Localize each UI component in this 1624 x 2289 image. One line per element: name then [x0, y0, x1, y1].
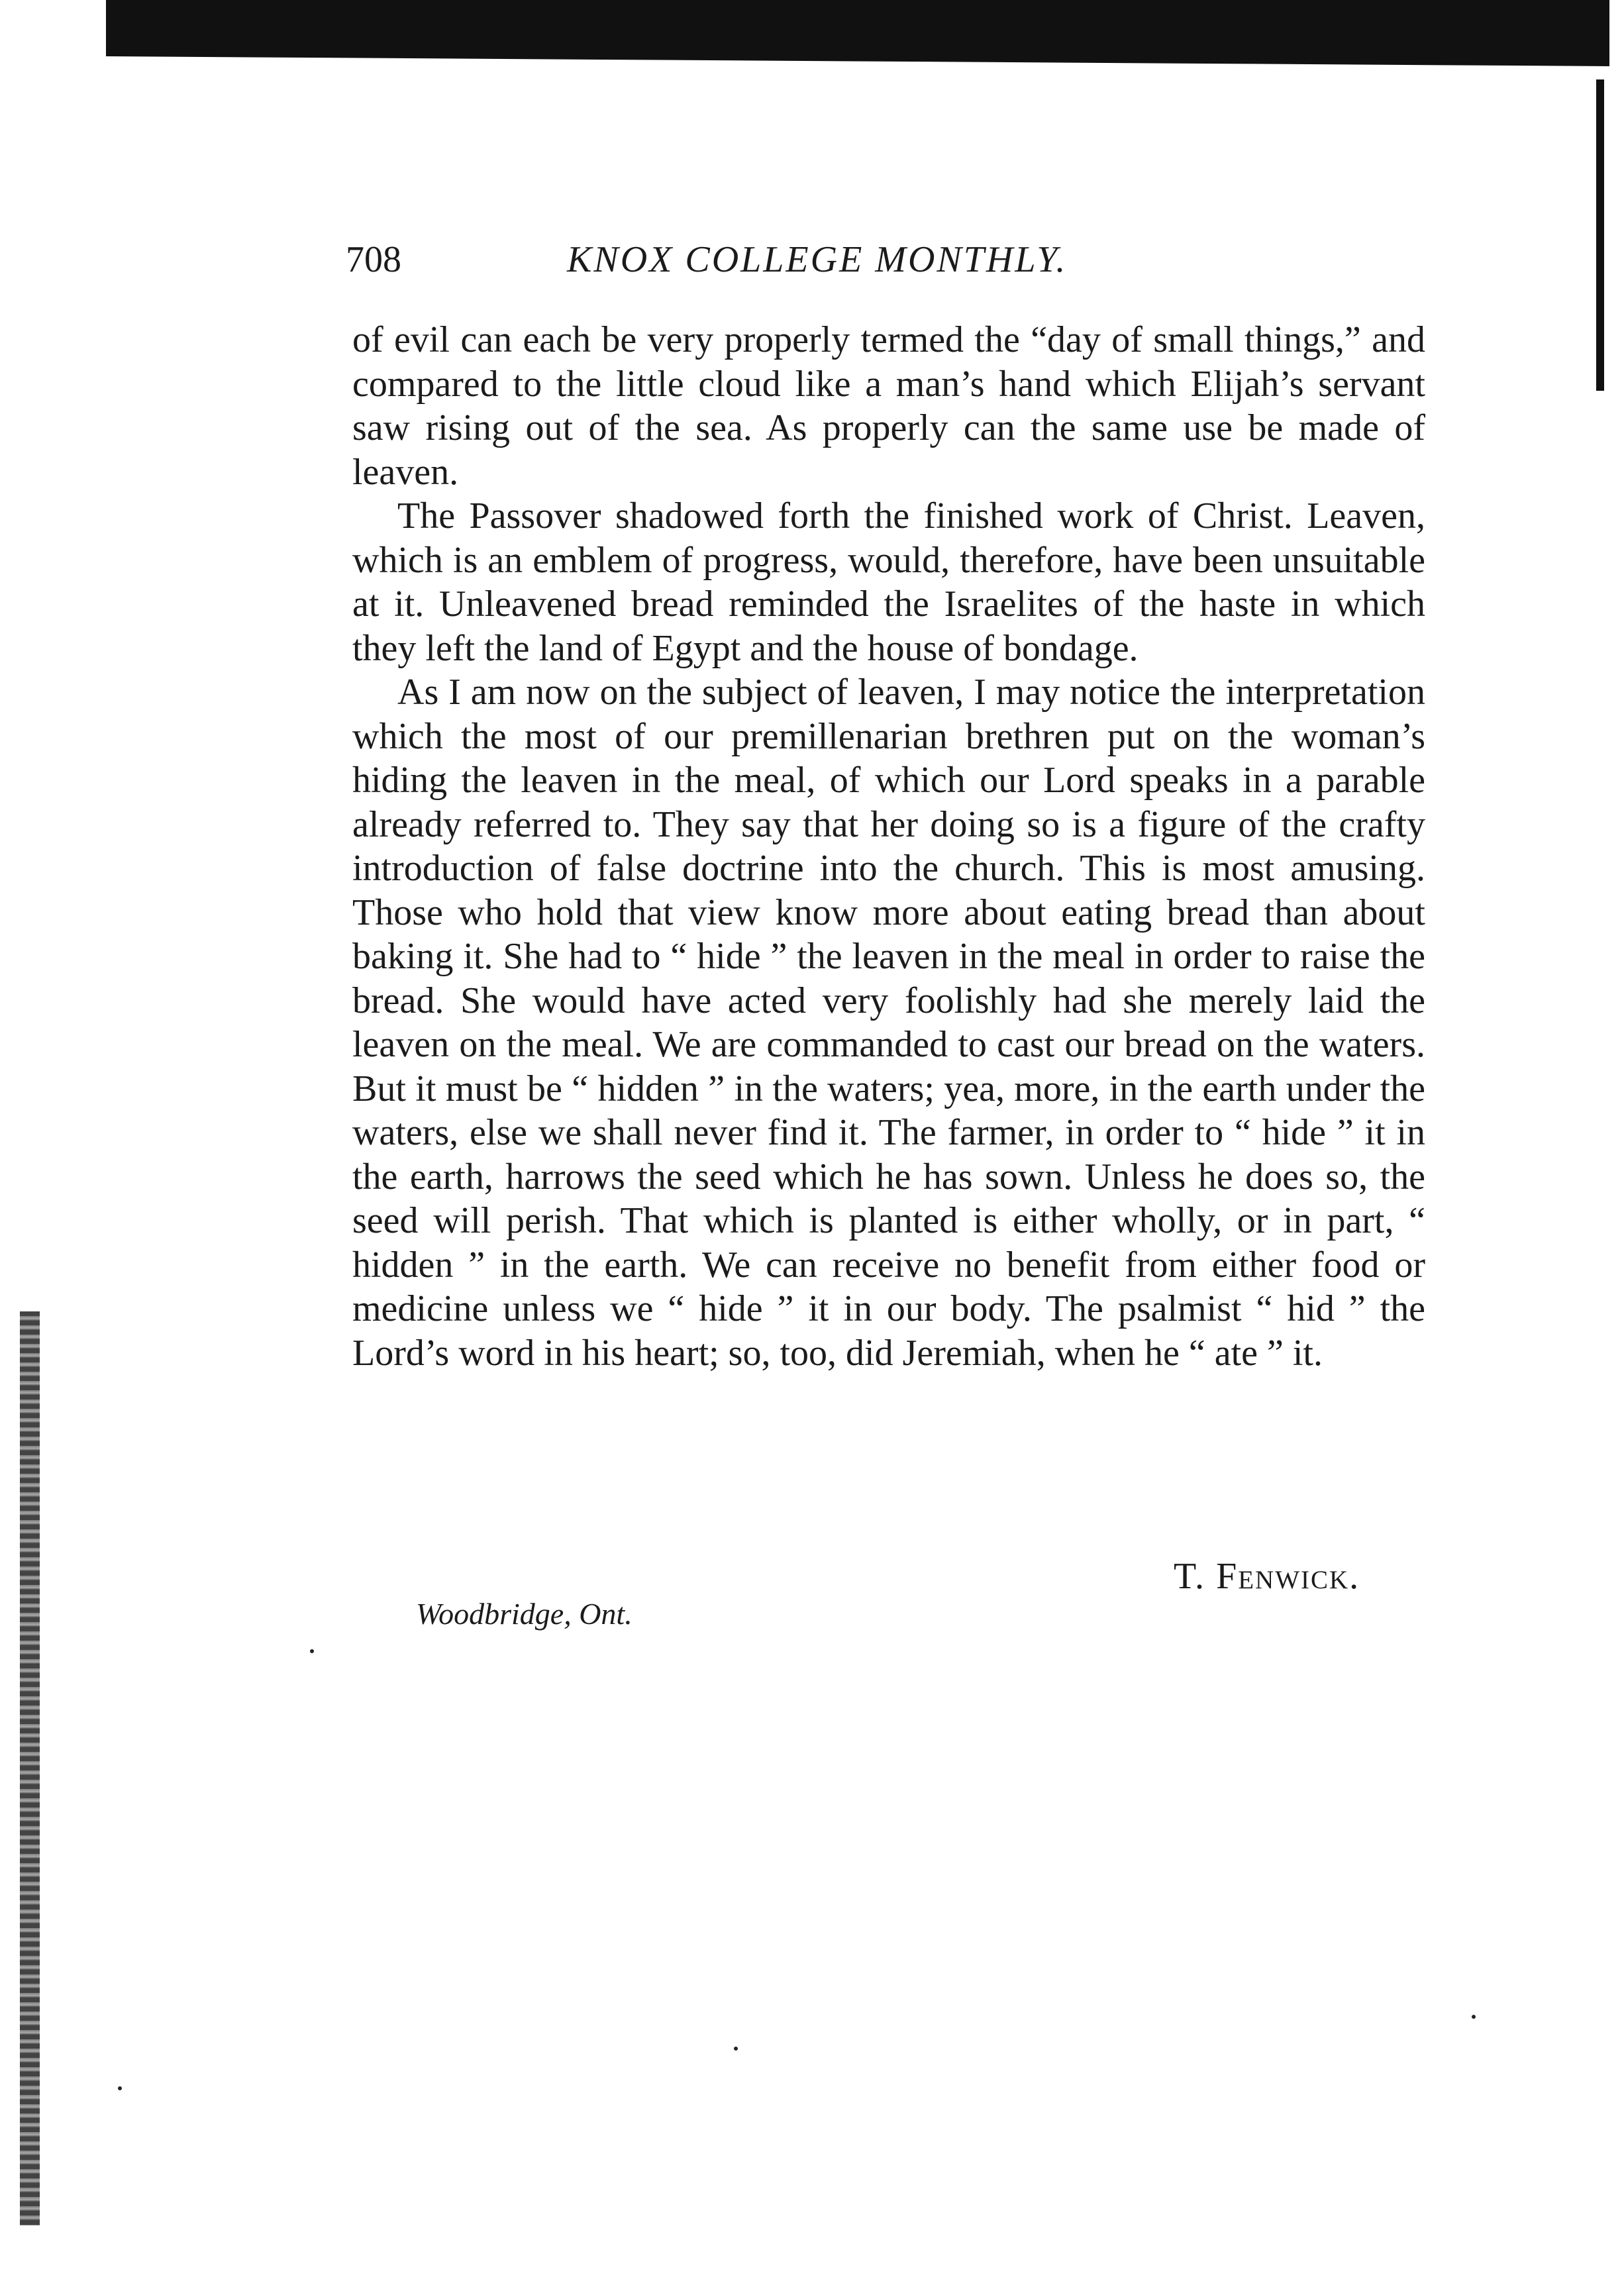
scan-speck [118, 2086, 122, 2090]
page-header [346, 238, 1432, 291]
scan-top-border [106, 0, 1609, 66]
paragraph-leaven: As I am now on the subject of leaven, I may notice the interpretation which the most of our premillenarian brethren put on the woman’s hiding the leaven in the meal, of which our Lord speaks in a parable already referred to. They say that her doing so is a figure of the crafty introduction of false doctrine into the church. This is most amusing. Those who hold that view know more about eating bread than about baking it. She had to “ hide ” the leaven in the meal in order to raise the bread. She would have acted very foolishly had she merely laid the leaven on the meal. We are commanded to cast our bread on the waters. But it must be “ hidden ” in the waters; yea, more, in the earth under the waters, else we shall never find it. The farmer, in order to “ hide ” it in the earth, harrows the seed which he has sown. Unless he does so, the seed will perish. That which is planted is either wholly, or in part, “ hidden ” in the earth. We can receive no benefit from either food or medicine unless we “ hide ” it in our body. The psalmist “ hid ” the Lord’s word in his heart; so, too, did Jeremiah, when he “ ate ” it. [352, 672, 1425, 1374]
scan-right-edge [1596, 79, 1604, 391]
scan-speck [734, 2047, 738, 2051]
scan-speck [310, 1649, 314, 1653]
scan-left-binding [20, 1311, 40, 2225]
running-head: KNOX COLLEGE MONTHLY. [567, 239, 1068, 280]
author-initial: T. [1174, 1556, 1206, 1597]
paragraph-passover: The Passover shadowed forth the finished work of Christ. Leaven, which is an emblem of progress, would, therefore, have been unsuitable at it. Unleavened bread reminded the Israelites of the haste in which they left the land of Egypt and the house of bondage. [352, 495, 1425, 669]
article-body [352, 318, 1425, 1375]
page-number: 708 [346, 239, 401, 280]
author-surname: Fenwick. [1216, 1556, 1360, 1597]
scan-speck [1472, 2015, 1476, 2019]
paragraph-continuation: of evil can each be very properly termed the “day of small things,” and compared to the little cloud like a man’s hand which Elijah’s servant saw rising out of the sea. As properly can the same use be made of leaven. [352, 319, 1425, 493]
author-location: Woodbridge, Ont. [416, 1597, 633, 1631]
author-signature [1174, 1555, 1360, 1598]
